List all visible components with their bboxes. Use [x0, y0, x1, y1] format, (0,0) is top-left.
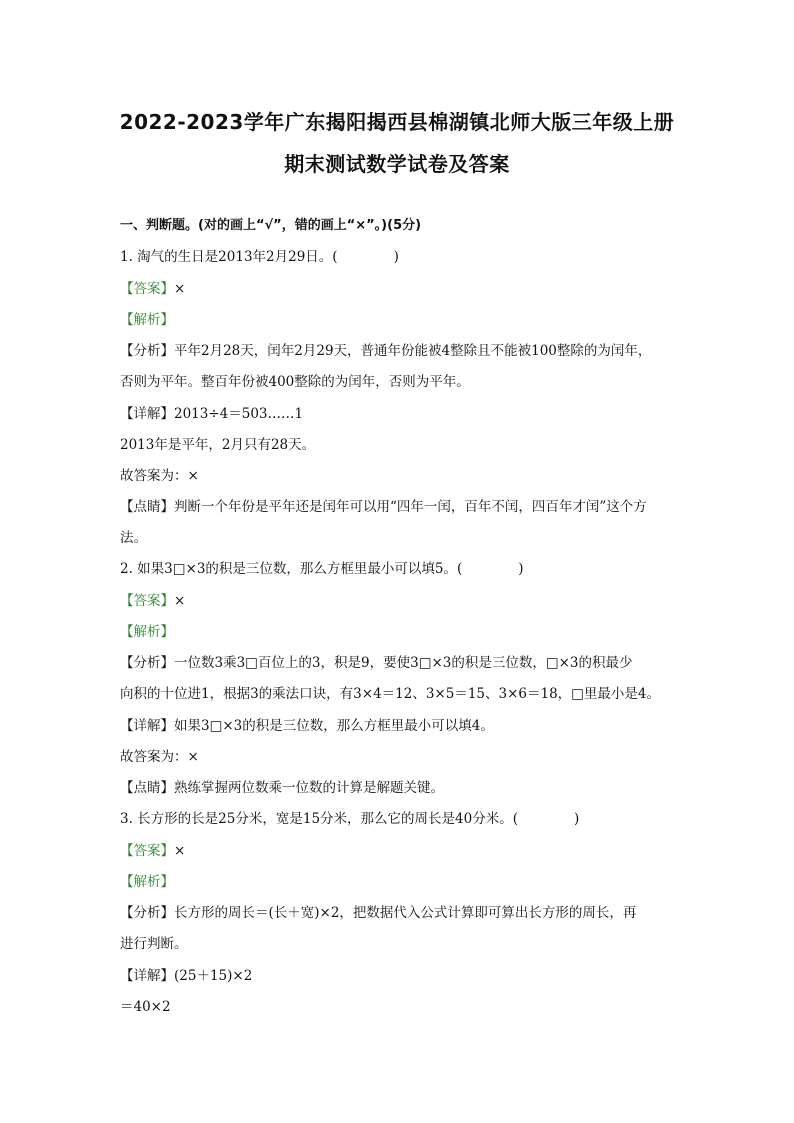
q3-detail-line-2: ＝40×2	[120, 999, 171, 1015]
q3-fenxi-line-1	[120, 903, 680, 923]
q2-dianjing-line-1	[120, 778, 680, 798]
fenxi-tag: 【分析】	[120, 655, 174, 671]
q1-dianjing-line-1	[120, 497, 680, 517]
q1-fenxi-line-1	[120, 341, 680, 361]
analysis-tag: 【解析】	[120, 624, 174, 640]
question-3-text: 3. 长方形的长是25分米，宽是15分米，那么它的周长是40分米。(	[120, 811, 518, 827]
q1-detail-line-1	[120, 404, 680, 424]
dianjing-text: 判断一个年份是平年还是闰年可以用“四年一闰，百年不闰，四百年才闰”这个方	[174, 499, 647, 515]
q2-detail-line-1	[120, 716, 680, 736]
q3-detail-line-1	[120, 966, 680, 986]
q1-fenxi-line-2: 否则为平年。整百年份被400整除的为闰年，否则为平年。	[120, 374, 470, 390]
section-heading-judgment: 一、判断题。(对的画上“√”，错的画上“×”。)(5分)	[120, 218, 422, 233]
question-3-paren-close: )	[573, 811, 580, 827]
q2-answer	[120, 591, 680, 611]
q2-analysis-tag	[120, 622, 680, 642]
q2-fenxi-line-1	[120, 653, 680, 673]
q3-answer	[120, 841, 680, 861]
analysis-tag: 【解析】	[120, 874, 174, 890]
question-1-paren-close: )	[393, 249, 399, 265]
question-2-text: 2. 如果3□×3的积是三位数，那么方框里最小可以填5。(	[120, 561, 463, 577]
detail-text: 如果3□×3的积是三位数，那么方框里最小可以填4。	[174, 718, 494, 734]
detail-tag: 【详解】	[120, 406, 174, 422]
q2-fenxi-line-2: 向积的十位进1，根据3的乘法口诀，有3×4＝12、3×5＝15、3×6＝18，□里最小是4。	[120, 686, 661, 702]
question-2-paren-close: )	[518, 561, 524, 577]
q1-answer	[120, 279, 680, 299]
dianjing-tag: 【点睛】	[120, 780, 174, 796]
detail-tag: 【详解】	[120, 968, 174, 984]
detail-tag: 【详解】	[120, 718, 174, 734]
fenxi-tag: 【分析】	[120, 905, 174, 921]
q1-dianjing-line-2: 法。	[120, 530, 147, 546]
document-title-line-1: 2022-2023学年广东揭阳揭西县棉湖镇北师大版三年级上册	[119, 110, 675, 134]
answer-value: ×	[174, 843, 186, 859]
fenxi-text: 长方形的周长＝(长＋宽)×2，把数据代入公式计算即可算出长方形的周长，再	[174, 905, 637, 921]
fenxi-tag: 【分析】	[120, 343, 174, 359]
q2-conclusion: 故答案为：×	[120, 749, 199, 765]
q1-detail-line-2: 2013年是平年，2月只有28天。	[120, 437, 316, 453]
q3-fenxi-line-2: 进行判断。	[120, 936, 188, 952]
question-2	[120, 559, 680, 579]
document-title-line-2: 期末测试数学试卷及答案	[284, 152, 510, 176]
detail-text: (25＋15)×2	[174, 968, 253, 984]
answer-value: ×	[174, 593, 186, 609]
dianjing-tag: 【点睛】	[120, 499, 174, 515]
q1-conclusion: 故答案为：×	[120, 468, 199, 484]
analysis-tag: 【解析】	[120, 312, 174, 328]
answer-tag: 【答案】	[120, 593, 174, 609]
fenxi-text: 平年2月28天，闰年2月29天，普通年份能被4整除且不能被100整除的为闰年，	[174, 343, 652, 359]
detail-text: 2013÷4＝503……1	[174, 406, 304, 422]
question-1-text: 1. 淘气的生日是2013年2月29日。(	[120, 249, 338, 265]
question-3	[120, 809, 680, 829]
answer-tag: 【答案】	[120, 843, 174, 859]
fenxi-text: 一位数3乘3□百位上的3，积是9，要使3□×3的积是三位数，□×3的积最少	[174, 655, 633, 671]
answer-tag: 【答案】	[120, 281, 174, 297]
q3-analysis-tag	[120, 872, 680, 892]
question-1	[120, 247, 680, 267]
dianjing-text: 熟练掌握两位数乘一位数的计算是解题关键。	[174, 780, 444, 796]
answer-value: ×	[174, 281, 186, 297]
q1-analysis-tag	[120, 310, 680, 330]
